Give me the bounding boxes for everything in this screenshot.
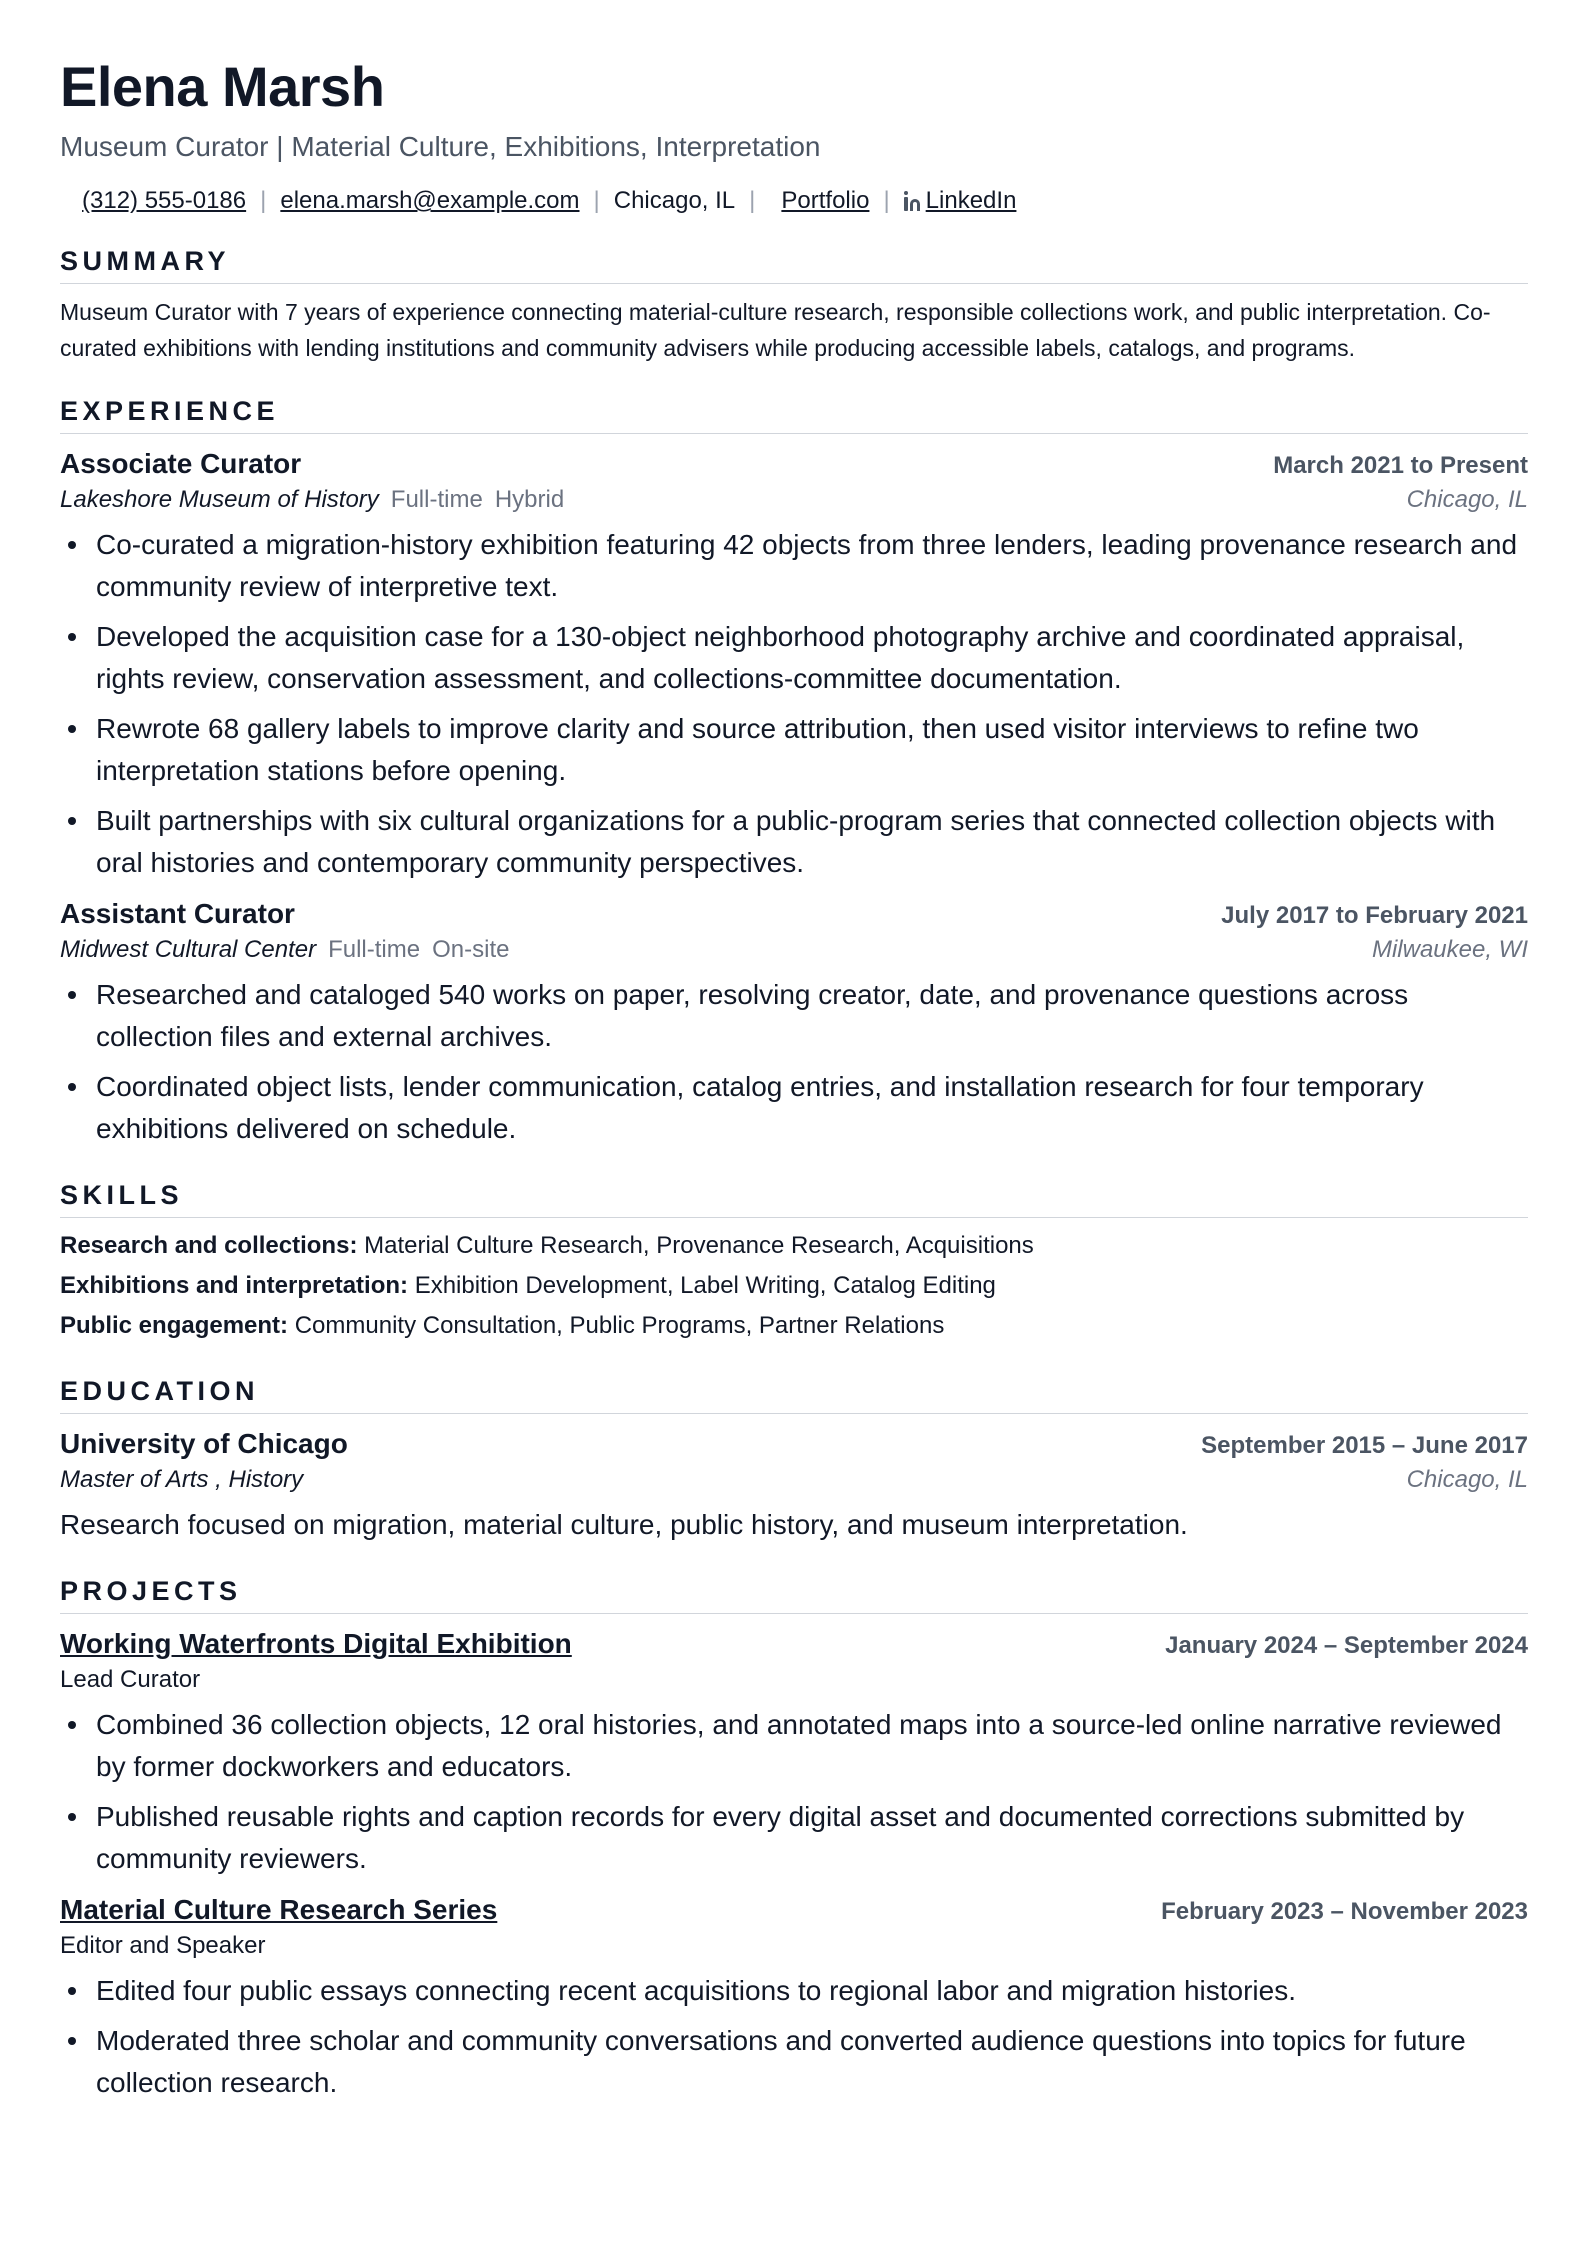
linkedin-link[interactable]: LinkedIn (925, 187, 1017, 215)
project-entry (60, 1894, 1528, 2104)
education-date: September 2015 – June 2017 (1201, 1432, 1528, 1460)
experience-entry (60, 898, 1528, 1150)
skill-values: Community Consultation, Public Programs, Partner Relations (294, 1312, 945, 1340)
separator: | (593, 187, 600, 215)
summary-text: Museum Curator with 7 years of experience connecting material-culture research, responsible collections work, and public interpretation. Co-curated exhibitions with lending institutions and community advisers while producing accessible labels, catalogs, and programs. (60, 299, 1491, 362)
separator: | (749, 187, 756, 215)
project-entry (60, 1628, 1528, 1880)
skill-category: Research and collections: (60, 1232, 358, 1260)
section-title-experience: EXPERIENCE (60, 396, 1528, 434)
skill-values: Material Culture Research, Provenance Research, Acquisitions (364, 1232, 1034, 1260)
section-title-skills: SKILLS (60, 1180, 1528, 1218)
job-bullets (60, 974, 1528, 1150)
skill-row (60, 1226, 1528, 1266)
bullet-item: Rewrote 68 gallery labels to improve clarity and source attribution, then used visitor interviews to refine two interpretation stations before opening. (60, 708, 1528, 792)
education-description: Research focused on migration, material culture, public history, and museum interpretation. (60, 1509, 1188, 1541)
bullet-item: Edited four public essays connecting recent acquisitions to regional labor and migration histories. (60, 1970, 1528, 2012)
project-date: February 2023 – November 2023 (1161, 1898, 1528, 1926)
experience-entry (60, 448, 1528, 884)
job-type: Full-time (390, 486, 483, 514)
skill-category: Exhibitions and interpretation: (60, 1272, 409, 1300)
separator: | (883, 187, 890, 215)
project-date: January 2024 – September 2024 (1165, 1632, 1528, 1660)
job-bullets (60, 524, 1528, 884)
bullet-item: Published reusable rights and caption records for every digital asset and documented corrections submitted by community reviewers. (60, 1796, 1528, 1880)
job-mode: On-site (432, 936, 510, 964)
job-title: Associate Curator (60, 448, 302, 480)
separator: | (260, 187, 267, 215)
bullet-item: Developed the acquisition case for a 130-object neighborhood photography archive and coordinated appraisal, rights review, conservation assessment, and collections-committee documentation. (60, 616, 1528, 700)
linkedin-icon (904, 191, 920, 211)
bullet-item: Co-curated a migration-history exhibition featuring 42 objects from three lenders, leading provenance research and community review of interpretive text. (60, 524, 1528, 608)
education-entry (60, 1428, 1528, 1546)
education-location: Chicago, IL (1406, 1466, 1528, 1494)
project-title-link[interactable]: Working Waterfronts Digital Exhibition (60, 1628, 572, 1660)
job-organization: Lakeshore Museum of History (60, 486, 379, 514)
bullet-item: Built partnerships with six cultural organizations for a public-program series that connected collection objects with oral histories and contemporary community perspectives. (60, 800, 1528, 884)
section-title-projects: PROJECTS (60, 1576, 1528, 1614)
phone-link[interactable]: (312) 555-0186 (82, 187, 247, 215)
job-location: Chicago, IL (1406, 486, 1528, 514)
skill-values: Exhibition Development, Label Writing, Catalog Editing (414, 1272, 996, 1300)
skills-list (60, 1226, 1528, 1346)
bullet-item: Coordinated object lists, lender communication, catalog entries, and installation research for four temporary exhibitions delivered on schedule. (60, 1066, 1528, 1150)
job-mode: Hybrid (494, 486, 565, 514)
candidate-name: Elena Marsh (60, 55, 385, 118)
project-title-link[interactable]: Material Culture Research Series (60, 1894, 498, 1926)
skill-row (60, 1306, 1528, 1346)
portfolio-link[interactable]: Portfolio (781, 187, 870, 215)
school-name: University of Chicago (60, 1428, 348, 1460)
section-title-summary: SUMMARY (60, 246, 1528, 284)
job-date: July 2017 to February 2021 (1221, 902, 1528, 930)
location-text: Chicago, IL (613, 187, 736, 215)
job-title: Assistant Curator (60, 898, 295, 930)
job-date: March 2021 to Present (1273, 452, 1528, 480)
email-link[interactable]: elena.marsh@example.com (280, 187, 580, 215)
job-type: Full-time (328, 936, 421, 964)
job-location: Milwaukee, WI (1371, 936, 1528, 964)
bullet-item: Moderated three scholar and community conversations and converted audience questions into topics for future collection research. (60, 2020, 1528, 2104)
project-role: Editor and Speaker (60, 1932, 266, 1960)
skill-row (60, 1266, 1528, 1306)
job-organization: Midwest Cultural Center (60, 936, 317, 964)
bullet-item: Researched and cataloged 540 works on paper, resolving creator, date, and provenance questions across collection files and external archives. (60, 974, 1528, 1058)
bullet-item: Combined 36 collection objects, 12 oral histories, and annotated maps into a source-led online narrative reviewed by former dockworkers and educators. (60, 1704, 1528, 1788)
project-role: Lead Curator (60, 1666, 201, 1694)
degree: Master of Arts , History (60, 1466, 304, 1494)
contact-bar (60, 185, 1528, 216)
project-bullets (60, 1970, 1528, 2104)
skill-category: Public engagement: (60, 1312, 289, 1340)
headline: Museum Curator | Material Culture, Exhibitions, Interpretation (60, 130, 821, 162)
project-bullets (60, 1704, 1528, 1880)
section-title-education: EDUCATION (60, 1376, 1528, 1414)
